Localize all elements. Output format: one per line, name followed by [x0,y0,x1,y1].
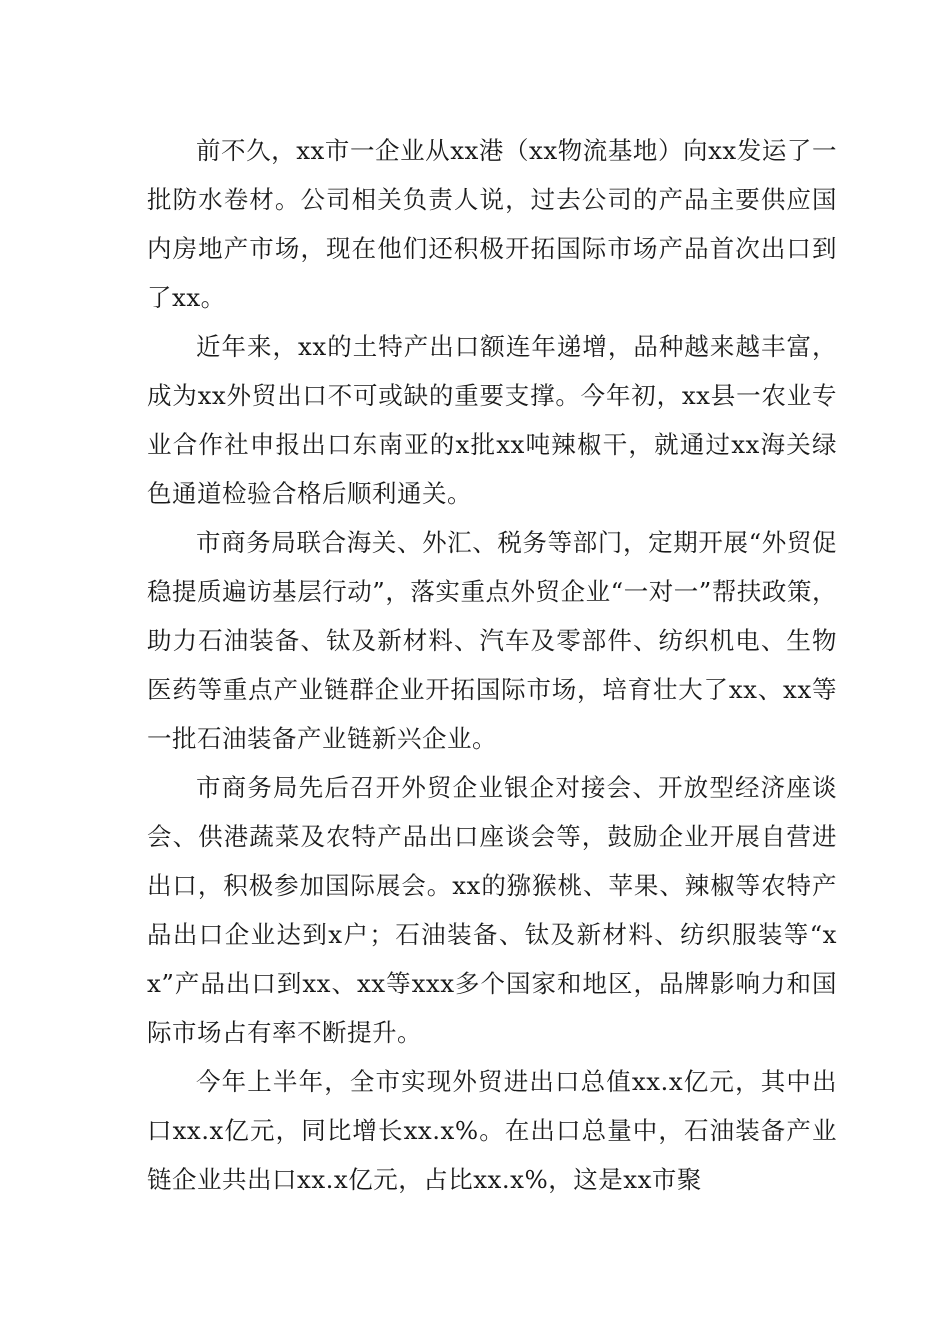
paragraph-2: 近年来，xx的土特产出口额连年递增，品种越来越丰富，成为xx外贸出口不可或缺的重要支撑。今年初，xx县一农业专业合作社申报出口东南亚的x批xx吨辣椒干，就通过xx海关绿色通道检验合格后顺利通关。 [147,332,837,508]
paragraph-5: 今年上半年，全市实现外贸进出口总值xx.x亿元，其中出口xx.x亿元，同比增长xx.x%。在出口总量中，石油装备产业链企业共出口xx.x亿元，占比xx.x%，这是xx市聚 [147,1067,837,1194]
paragraph-4: 市商务局先后召开外贸企业银企对接会、开放型经济座谈会、供港蔬菜及农特产品出口座谈会等，鼓励企业开展自营进出口，积极参加国际展会。xx的猕猴桃、苹果、辣椒等农特产品出口企业达到x户；石油装备、钛及新材料、纺织服装等“xx”产品出口到xx、xx等xxx多个国家和地区，品牌影响力和国际市场占有率不断提升。 [147,773,837,1047]
document-body [147,126,837,1204]
paragraph-3: 市商务局联合海关、外汇、税务等部门，定期开展“外贸促稳提质遍访基层行动”，落实重点外贸企业“一对一”帮扶政策，助力石油装备、钛及新材料、汽车及零部件、纺织机电、生物医药等重点产业链群企业开拓国际市场，培育壮大了xx、xx等一批石油装备产业链新兴企业。 [147,528,837,753]
paragraph-1: 前不久，xx市一企业从xx港（xx物流基地）向xx发运了一批防水卷材。公司相关负责人说，过去公司的产品主要供应国内房地产市场，现在他们还积极开拓国际市场产品首次出口到了xx。 [147,136,837,312]
